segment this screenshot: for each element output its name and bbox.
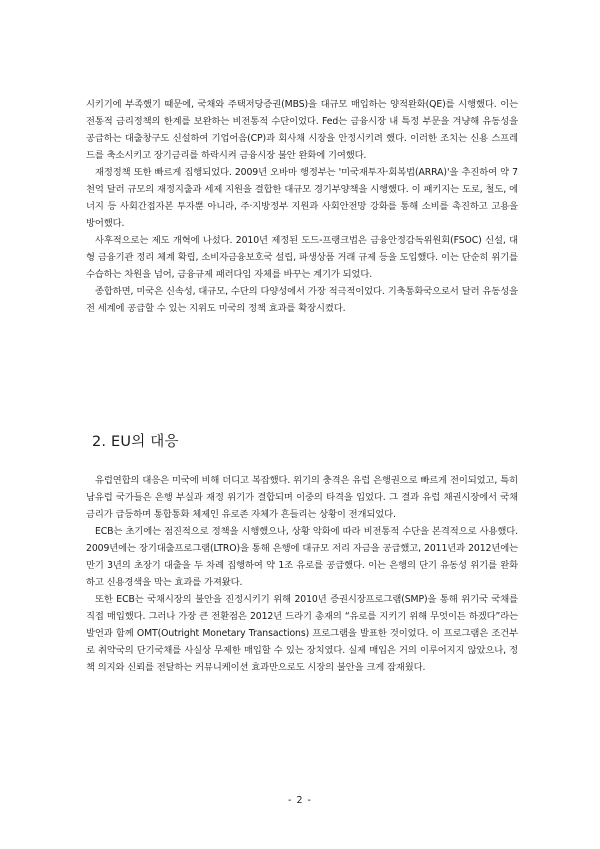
paragraph: 사후적으로는 제도 개혁에 나섰다. 2010년 제정된 도드-프랭크법은 금융안정감독위원회(FSOC) 신설, 대형 금융기관 정리 체계 확립, 소비자금융보호국 설립, 파생상품 거래 규제 등을 도입했다. 이는 단순히 위기를 수습하는 차원을 넘어, 금융규제 패러다임 자체를 바꾸는 계기가 되었다. [86,235,518,280]
paragraph: 유럽연합의 대응은 미국에 비해 더디고 복잡했다. 위기의 충격은 유럽 은행권으로 빠르게 전이되었고, 특히 남유럽 국가들은 은행 부실과 재정 위기가 결합되며 이중의 타격을 입었다. 그 결과 유럽 채권시장에서 국채 금리가 급등하며 통합통화 체제인 유로존 자체가 흔들리는 상황이 전개되었다. [86,475,518,520]
paragraph: ECB는 초기에는 점진적으로 정책을 시행했으나, 상황 악화에 따라 비전통적 수단을 본격적으로 사용했다. 2009년에는 장기대출프로그램(LTRO)을 통해 은행에 대규모 저리 자금을 공급했고, 2011년과 2012년에는 만기 3년의 초장기 대출을 두 차례 집행하여 약 1조 유로를 공급했다. 이는 은행의 단기 유동성 위기를 완화하고 신용경색을 막는 효과를 가져왔다. [86,526,518,588]
section2-body [86,472,518,676]
paragraph: 시키기에 부족했기 때문에, 국채와 주택저당증권(MBS)을 대규모 매입하는 양적완화(QE)를 시행했다. 이는 전통적 금리정책의 한계를 보완하는 비전통적 수단이었다. Fed는 금융시장 내 특정 부문을 겨냥해 유동성을 공급하는 대출창구도 신설하여 기업어음(CP)과 회사채 시장을 안정시키려 했다. 이러한 조치는 신용 스프레드를 축소시키고 장기금리를 하락시켜 금융시장 불안 완화에 기여했다. [86,99,518,161]
page-number: - 2 - [288,795,312,806]
paragraph: 종합하면, 미국은 신속성, 대규모, 수단의 다양성에서 가장 적극적이었다. 기축통화국으로서 달러 유동성을 전 세계에 공급할 수 있는 지위도 미국의 정책 효과를 확장시켰다. [86,286,518,314]
section1-body [86,96,518,317]
paragraph: 재정정책 또한 빠르게 집행되었다. 2009년 오바마 행정부는 '미국재투자·회복법(ARRA)'을 추진하여 약 7천억 달러 규모의 재정지출과 세제 지원을 결합한 대규모 경기부양책을 시행했다. 이 패키지는 도로, 철도, 에너지 등 사회간접자본 투자뿐 아니라, 주·지방정부 지원과 사회안전망 강화를 통해 소비를 촉진하고 고용을 방어했다. [86,167,518,229]
paragraph: 또한 ECB는 국채시장의 불안을 진정시키기 위해 2010년 증권시장프로그램(SMP)을 통해 위기국 국채를 직접 매입했다. 그러나 가장 큰 전환점은 2012년 드라기 총재의 “유로를 지키기 위해 무엇이든 하겠다”라는 발언과 함께 OMT(Outright Monetary Transactions) 프로그램을 발표한 것이었다. 이 프로그램은 조건부로 취약국의 단기국채를 사실상 무제한 매입할 수 있는 장치였다. 실제 매입은 거의 이루어지지 않았으나, 정책 의지와 신뢰를 전달하는 커뮤니케이션 효과만으로도 시장의 불안을 크게 잠재웠다. [86,594,518,673]
section-heading: 2. EU의 대응 [92,434,179,450]
